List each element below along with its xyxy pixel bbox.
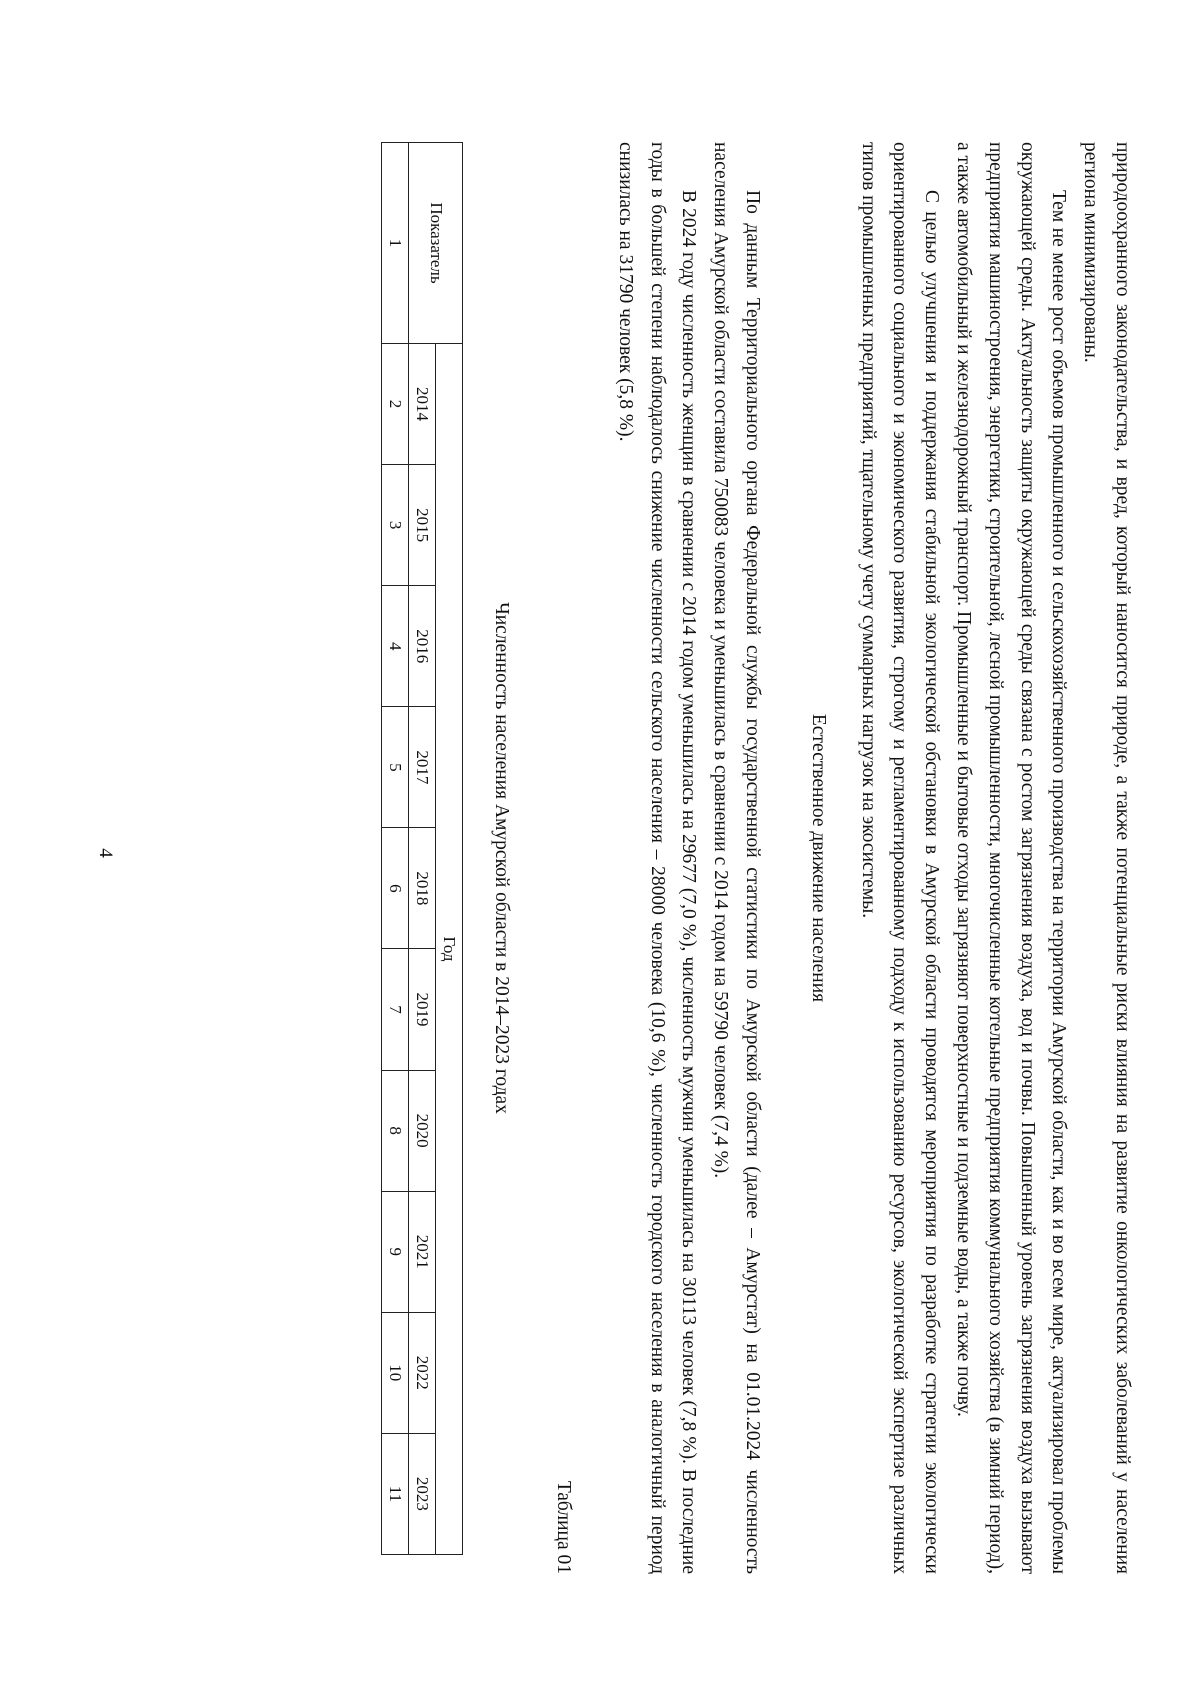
paragraph-5: В 2024 году численность женщин в сравнении с 2014 годом уменьшилась на 29677 (7,0 %), численность мужчин уменьшилась на 30113 человек (7,8 %). В последние годы в большей степени наблюдалось снижение численности сельского населения – 28000 человека (10,6 %), численность городского населения в аналогичный период снизилась на 31790 человек (5,8 %). [614,142,700,1574]
column-number: 1 [382,143,409,344]
paragraph-3: С целью улучшения и поддержания стабильной экологической обстановки в Амурской области проводятся мероприятия по разработке стратегии экологически ориентированного социального и экономического развития, строгому и регламентированному подходу к использованию ресурсов, экологической экспертизе различных типов промышленных предприятий, тщательному учету суммарных нагрузок на экосистемы. [857,142,943,1574]
page-number: 4 [94,848,116,858]
year-header: 2019 [409,949,436,1070]
column-number: 10 [382,1312,409,1433]
paragraph-2: Тем не менее рост объемов промышленного и сельскохозяйственного производства на территории Амурской области, как и во всем мире, актуализировал проблемы окружающей среды. Актуальность защиты окружающей среды связана с ростом загрязнения воздуха, вод и почвы. Повышенный уровень загрязнения воздуха вызывают предприятия машиностроения, энергетики, строительной, лесной промышленности, многочисленные котельные предприятия коммунального хозяйства (в зимний период), а также автомобильный и железнодорожный транспорт. Промышленные и бытовые отходы загрязняют поверхностные и подземные воды, а также почву. [953,142,1070,1574]
column-number: 2 [382,344,409,465]
year-header: 2022 [409,1312,436,1433]
column-number: 5 [382,707,409,828]
year-header: 2017 [409,707,436,828]
population-table [381,142,463,1555]
rotated-page-content [198,142,1138,1622]
year-header: 2014 [409,344,436,465]
column-number: 3 [382,465,409,586]
table-header-row-2 [409,143,436,1555]
year-header: 2016 [409,586,436,707]
column-number: 7 [382,949,409,1070]
table-header-row-1 [436,143,463,1555]
indicator-header: Показатель [409,143,463,344]
year-header: 2018 [409,828,436,949]
year-group-header: Год [436,344,463,1555]
table-number-row [382,143,409,1555]
year-header: 2023 [409,1433,436,1554]
column-number: 4 [382,586,409,707]
table-title: Численность населения Амурской области в 2014–2023 годах [491,602,513,1114]
column-number: 9 [382,1191,409,1312]
table-label: Таблица 01 [553,1480,575,1574]
year-header: 2015 [409,465,436,586]
column-number: 6 [382,828,409,949]
section-heading: Естественное движение населения [807,713,829,1003]
body-text [381,142,1138,1574]
year-header: 2021 [409,1191,436,1312]
column-number: 11 [382,1433,409,1554]
year-header: 2020 [409,1070,436,1191]
paragraph-1: природоохранного законодательства, и вред, который наносится природе, а также потенциальные риски влияния на развитие онкологических заболеваний у населения региона минимизированы. [1080,142,1133,1574]
column-number: 8 [382,1070,409,1191]
paragraph-4: По данным Территориального органа Федеральной службы государственной статистики по Амурской области (далее – Амурстат) на 01.01.2024 численность населения Амурской области составила 750083 человека и уменьшилась в сравнении с 2014 годом на 59790 человек (7,4 %). [710,142,764,1574]
